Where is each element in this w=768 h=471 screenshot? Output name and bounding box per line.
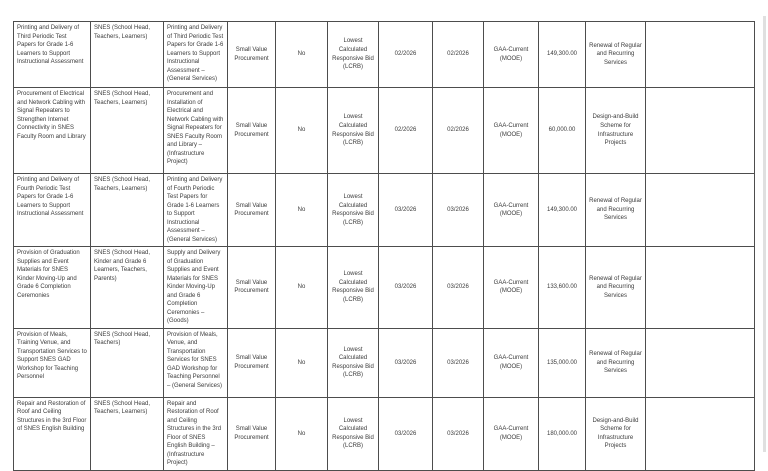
- cell-amount: 135,000.00: [539, 328, 586, 397]
- cell-fund-source: GAA-Current (MOOE): [484, 22, 539, 88]
- cell-date-start: 03/2026: [379, 174, 433, 247]
- table-row: [14, 22, 755, 88]
- cell-early-procurement-flag: No: [276, 397, 328, 470]
- cell-award-criterion: Lowest Calculated Responsive Bid (LCRB): [328, 22, 379, 88]
- table-row: [14, 397, 755, 470]
- cell-date-end: 03/2026: [433, 174, 484, 247]
- table-row: [14, 328, 755, 397]
- cell-extra: [646, 88, 755, 174]
- cell-remarks: Renewal of Regular and Recurring Services: [586, 328, 646, 397]
- cell-procurement-mode: Small Value Procurement: [228, 328, 276, 397]
- cell-end-user: SNES (School Head, Teachers, Learners): [91, 88, 164, 174]
- cell-amount: 180,000.00: [539, 397, 586, 470]
- cell-date-start: 03/2026: [379, 397, 433, 470]
- cell-early-procurement-flag: No: [276, 88, 328, 174]
- cell-early-procurement-flag: No: [276, 174, 328, 247]
- cell-date-start: 02/2026: [379, 88, 433, 174]
- cell-end-user: SNES (School Head, Teachers, Learners): [91, 397, 164, 470]
- cell-project: Printing and Delivery of Fourth Periodic Test Papers for Grade 1-6 Learners to Support Instructional Assessment: [14, 174, 91, 247]
- cell-project: Provision of Graduation Supplies and Event Materials for SNES Kinder Moving-Up and Grade 6 Completion Ceremonies: [14, 247, 91, 329]
- cell-extra: [646, 22, 755, 88]
- page-edge-artifact: [763, 16, 766, 452]
- table-row: [14, 247, 755, 329]
- cell-date-end: 03/2026: [433, 328, 484, 397]
- cell-date-end: 03/2026: [433, 397, 484, 470]
- cell-award-criterion: Lowest Calculated Responsive Bid (LCRB): [328, 328, 379, 397]
- cell-award-criterion: Lowest Calculated Responsive Bid (LCRB): [328, 397, 379, 470]
- cell-procurement-mode: Small Value Procurement: [228, 22, 276, 88]
- cell-amount: 149,300.00: [539, 22, 586, 88]
- cell-award-criterion: Lowest Calculated Responsive Bid (LCRB): [328, 247, 379, 329]
- cell-date-start: 03/2026: [379, 328, 433, 397]
- cell-award-criterion: Lowest Calculated Responsive Bid (LCRB): [328, 174, 379, 247]
- cell-procurement-mode: Small Value Procurement: [228, 397, 276, 470]
- cell-end-user: SNES (School Head, Teachers): [91, 328, 164, 397]
- cell-description: Repair and Restoration of Roof and Ceiling Structures in the 3rd Floor of SNES English Building – (Infrastructure Project): [164, 397, 228, 470]
- cell-fund-source: GAA-Current (MOOE): [484, 328, 539, 397]
- cell-procurement-mode: Small Value Procurement: [228, 247, 276, 329]
- cell-project: Printing and Delivery of Third Periodic Test Papers for Grade 1-6 Learners to Support Instructional Assessment: [14, 22, 91, 88]
- cell-fund-source: GAA-Current (MOOE): [484, 88, 539, 174]
- cell-description: Procurement and Installation of Electrical and Network Cabling with Signal Repeaters for SNES Faculty Room and Library – (Infrastructure Project): [164, 88, 228, 174]
- cell-amount: 133,600.00: [539, 247, 586, 329]
- cell-project: Provision of Meals, Training Venue, and Transportation Services to Support SNES GAD Workshop for Teaching Personnel: [14, 328, 91, 397]
- table-row: [14, 174, 755, 247]
- cell-end-user: SNES (School Head, Teachers, Learners): [91, 22, 164, 88]
- cell-project: Procurement of Electrical and Network Cabling with Signal Repeaters to Strengthen Internet Connectivity in SNES Faculty Room and Library: [14, 88, 91, 174]
- cell-early-procurement-flag: No: [276, 247, 328, 329]
- cell-fund-source: GAA-Current (MOOE): [484, 397, 539, 470]
- cell-procurement-mode: Small Value Procurement: [228, 88, 276, 174]
- cell-amount: 149,300.00: [539, 174, 586, 247]
- cell-award-criterion: Lowest Calculated Responsive Bid (LCRB): [328, 88, 379, 174]
- cell-extra: [646, 247, 755, 329]
- cell-date-end: 02/2026: [433, 88, 484, 174]
- cell-description: Printing and Delivery of Fourth Periodic Test Papers for Grade 1-6 Learners to Support Instructional Assessment – (General Services): [164, 174, 228, 247]
- cell-remarks: Renewal of Regular and Recurring Services: [586, 22, 646, 88]
- cell-extra: [646, 397, 755, 470]
- cell-remarks: Design-and-Build Scheme for Infrastructure Projects: [586, 88, 646, 174]
- cell-remarks: Renewal of Regular and Recurring Services: [586, 174, 646, 247]
- cell-description: Supply and Delivery of Graduation Supplies and Event Materials for SNES Kinder Moving-Up and Grade 6 Completion Ceremonies – (Goods): [164, 247, 228, 329]
- cell-fund-source: GAA-Current (MOOE): [484, 247, 539, 329]
- cell-remarks: Renewal of Regular and Recurring Services: [586, 247, 646, 329]
- cell-date-start: 02/2026: [379, 22, 433, 88]
- cell-amount: 60,000.00: [539, 88, 586, 174]
- cell-early-procurement-flag: No: [276, 22, 328, 88]
- cell-extra: [646, 328, 755, 397]
- cell-project: Repair and Restoration of Roof and Ceiling Structures in the 3rd Floor of SNES English Building: [14, 397, 91, 470]
- cell-extra: [646, 174, 755, 247]
- cell-description: Provision of Meals, Venue, and Transportation Services for SNES GAD Workshop for Teaching Personnel – (General Services): [164, 328, 228, 397]
- cell-remarks: Design-and-Build Scheme for Infrastructure Projects: [586, 397, 646, 470]
- cell-end-user: SNES (School Head, Teachers, Learners): [91, 174, 164, 247]
- cell-date-end: 02/2026: [433, 22, 484, 88]
- table-row: [14, 88, 755, 174]
- cell-early-procurement-flag: No: [276, 328, 328, 397]
- cell-description: Printing and Delivery of Third Periodic Test Papers for Grade 1-6 Learners to Support Instructional Assessment – (General Services): [164, 22, 228, 88]
- cell-fund-source: GAA-Current (MOOE): [484, 174, 539, 247]
- cell-procurement-mode: Small Value Procurement: [228, 174, 276, 247]
- cell-end-user: SNES (School Head, Kinder and Grade 6 Learners, Teachers, Parents): [91, 247, 164, 329]
- cell-date-end: 03/2026: [433, 247, 484, 329]
- cell-date-start: 03/2026: [379, 247, 433, 329]
- procurement-plan-table: [13, 21, 755, 471]
